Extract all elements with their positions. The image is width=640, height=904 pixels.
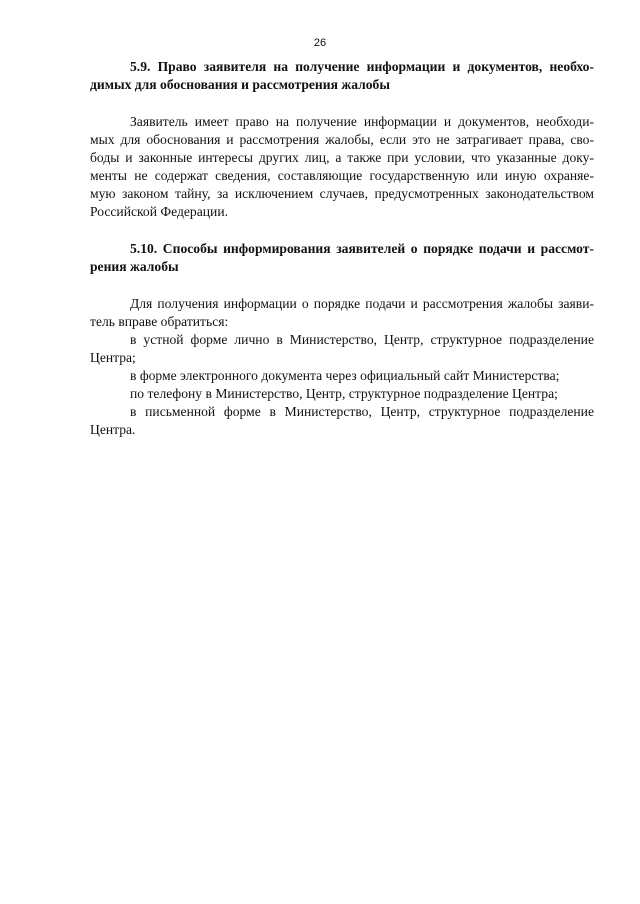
paragraph-line: в устной форме лично в Министерство, Центр, структурное подразделение [130, 332, 594, 347]
paragraph-line: в письменной форме в Министерство, Центр, структурное подразделение [130, 404, 594, 419]
paragraph-line: мую законом тайну, за исключением случаев, предусмотренных законодательством [90, 186, 594, 201]
heading-line: 5.9. Право заявителя на получение информации и документов, необхо- [130, 59, 594, 74]
paragraph-line: Заявитель имеет право на получение информации и документов, необходи- [130, 114, 594, 129]
document-body [90, 58, 594, 439]
contact-method-item [90, 331, 594, 367]
paragraph-line: Центра; [90, 350, 136, 365]
contact-method-item [90, 367, 594, 385]
paragraph-line: по телефону в Министерство, Центр, структурное подразделение Центра; [130, 386, 558, 401]
paragraph-line: Центра. [90, 422, 136, 437]
heading-line: 5.10. Способы информирования заявителей о порядке подачи и рассмот- [130, 241, 594, 256]
section-5-9-heading [90, 58, 594, 94]
contact-method-item [90, 403, 594, 439]
section-5-10-intro [90, 295, 594, 331]
heading-line: рения жалобы [90, 259, 179, 274]
paragraph-line: в форме электронного документа через официальный сайт Министерства; [130, 368, 560, 383]
contact-method-item [90, 385, 594, 403]
paragraph-line: тель вправе обратиться: [90, 314, 229, 329]
section-5-10-heading [90, 240, 594, 276]
page-number: 26 [313, 37, 327, 49]
paragraph-line: боды и законные интересы других лиц, а также при условии, что указанные доку- [90, 150, 594, 165]
paragraph-line: мых для обоснования и рассмотрения жалобы, если это не затрагивает права, сво- [90, 132, 594, 147]
heading-line: димых для обоснования и рассмотрения жалобы [90, 77, 390, 92]
paragraph-line: менты не содержат сведения, составляющие государственную или иную охраняе- [90, 168, 594, 183]
paragraph-line: Для получения информации о порядке подачи и рассмотрения жалобы заяви- [130, 296, 594, 311]
section-5-9-paragraph [90, 113, 594, 221]
paragraph-line: Российской Федерации. [90, 204, 228, 219]
